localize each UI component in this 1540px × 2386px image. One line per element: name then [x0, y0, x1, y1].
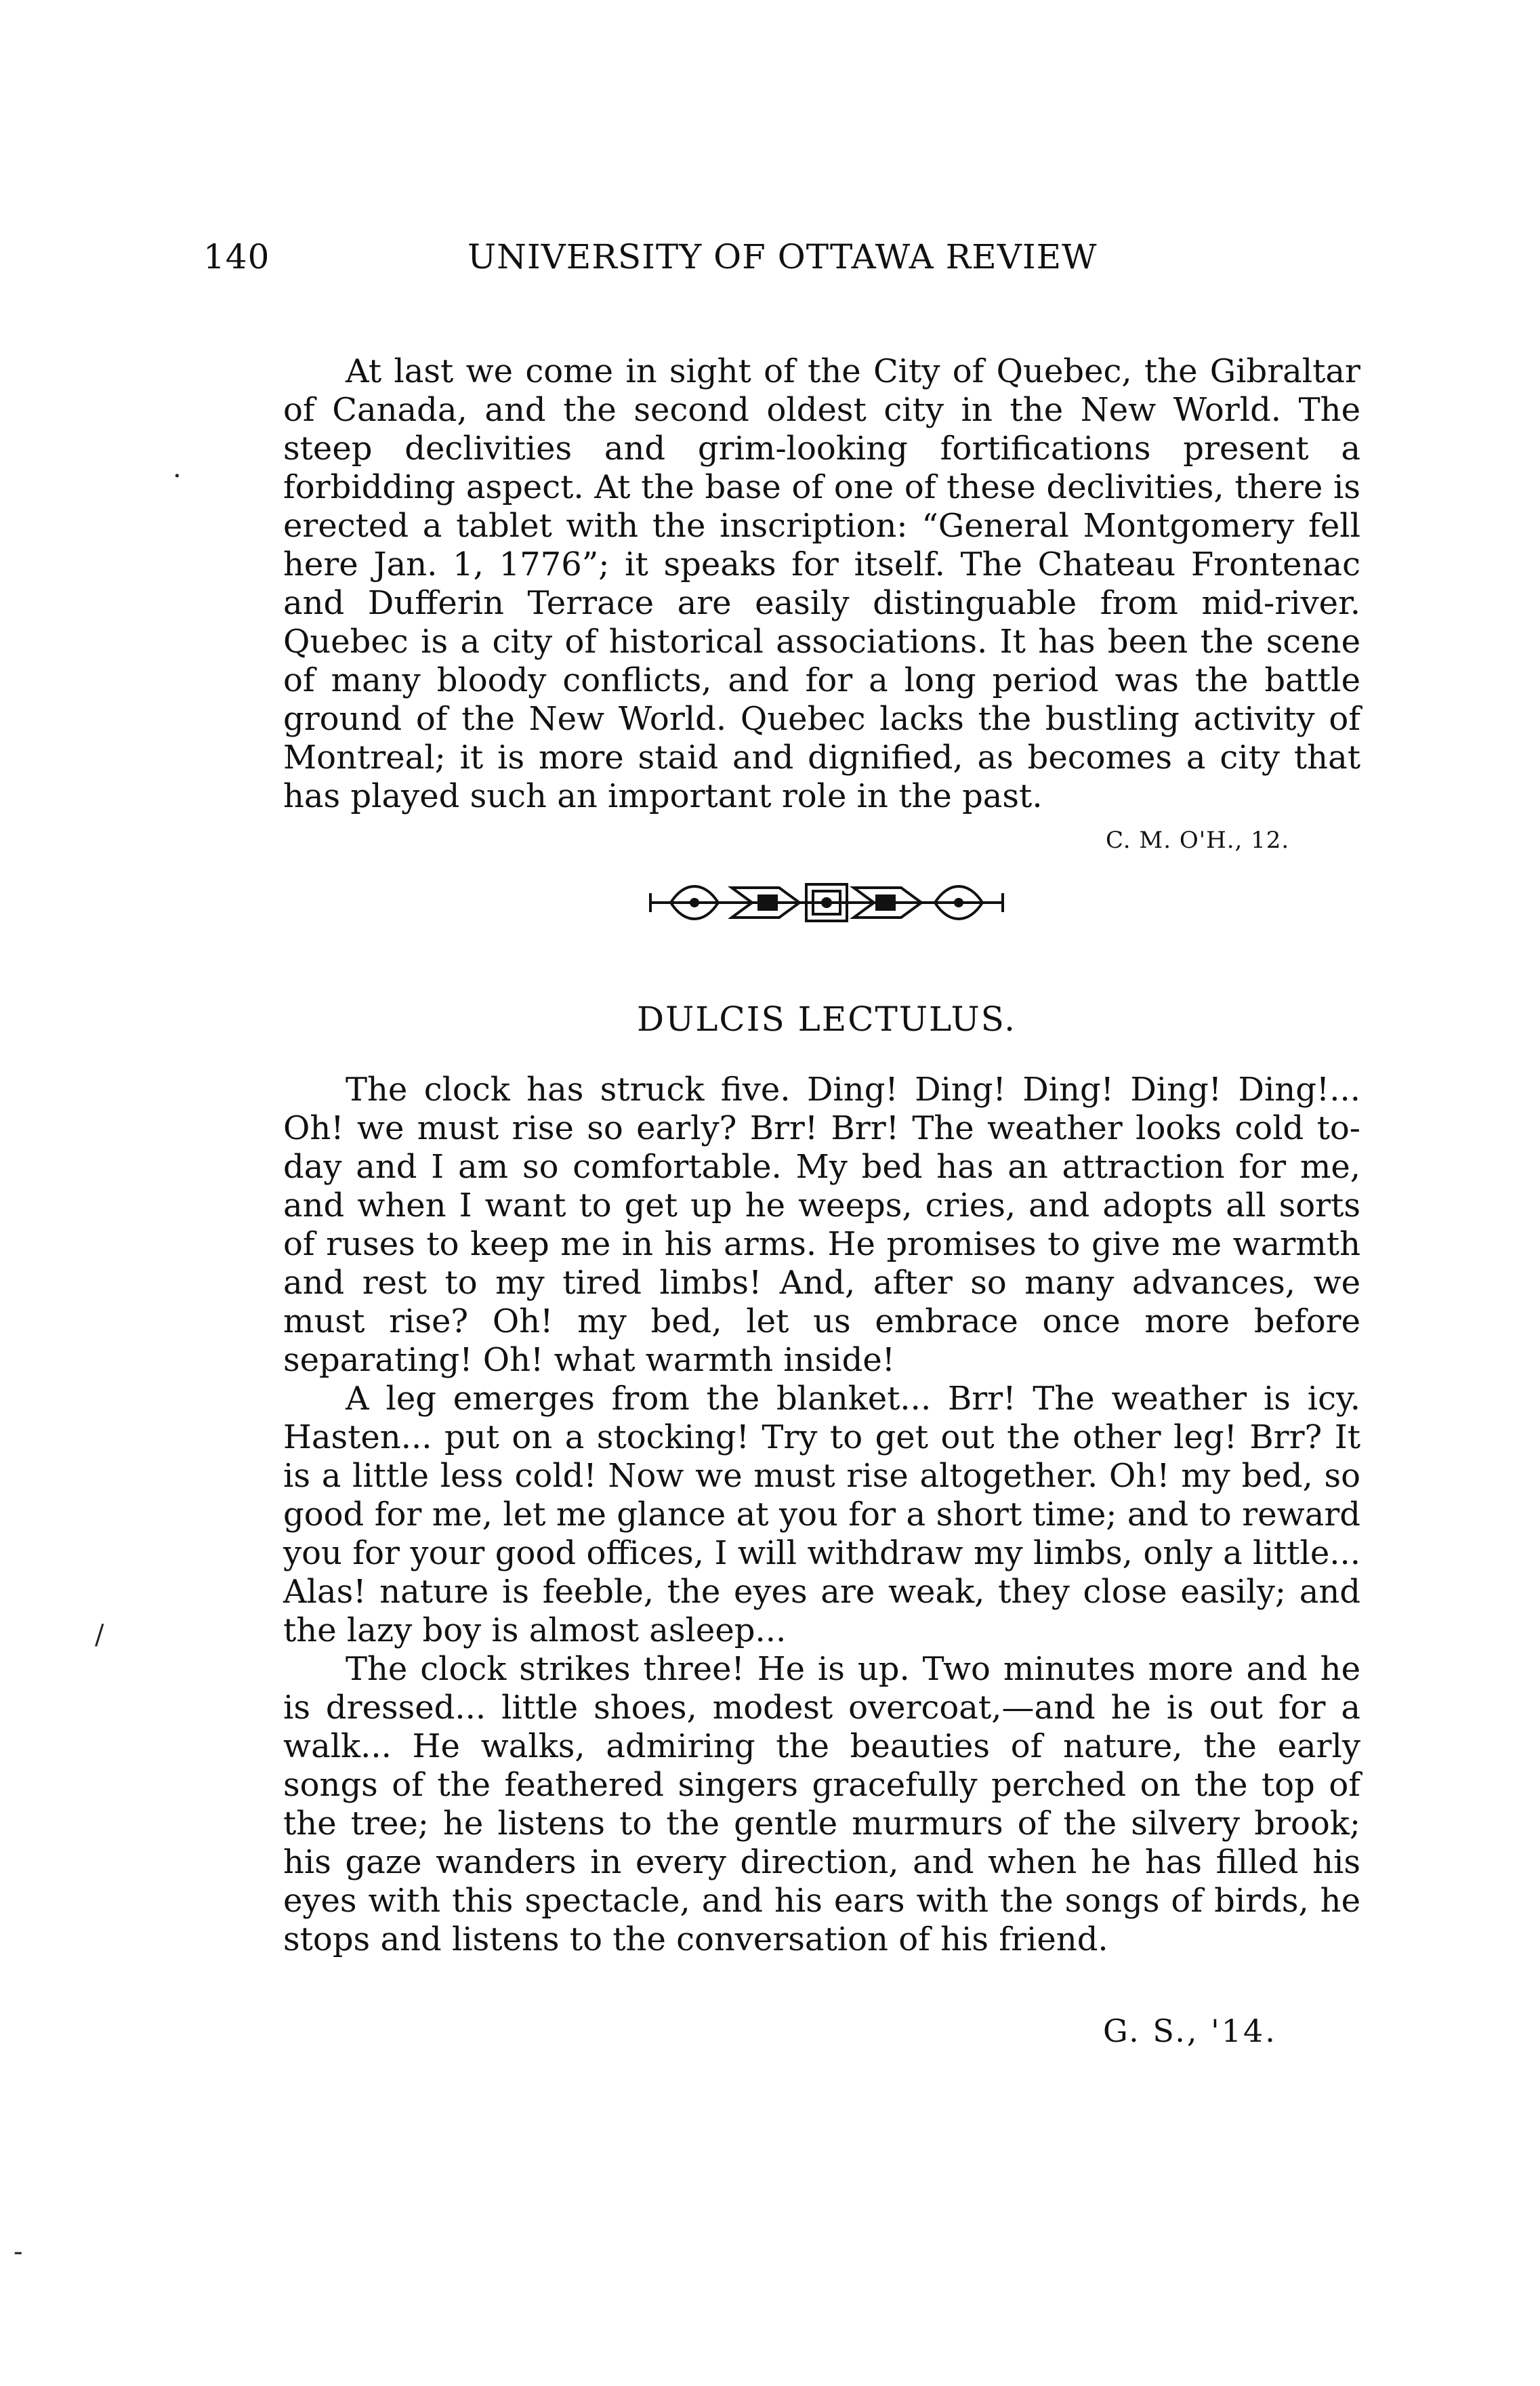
quebec-paragraph: At last we come in sight of the City of Quebec, the Gibraltar of Canada, and the second oldest city in the New World. The steep declivities and grim-looking fortifications present a forbidding aspect. At the base of one of these declivities, there is erected a tablet with the inscription: “General Montgomery fell here Jan. 1, 1776”; it speaks for itself. The Chateau Frontenac and Dufferin Terrace are easily distinguable from mid-river. Quebec is a city of historical associations. It has been the scene of many bloody conflicts, and for a long period was the battle ground of the New World. Quebec lacks the bustling activity of Montreal; it is more staid and dignified, as becomes a city that has played such an important role in the past.: [283, 352, 1360, 815]
ornament-divider-icon: [644, 874, 1010, 928]
dulcis-paragraph-1: The clock has struck five. Ding! Ding! Ding! Ding! Ding!... Oh! we must rise so early? Brr! Brr! The weather looks cold to-day and I am so comfortable. My bed has an attraction for me, and when I want to get up he weeps, cries, and adopts all sorts of ruses to keep me in his arms. He promises to give me warmth and rest to my tired limbs! And, after so many advances, we must rise? Oh! my bed, let us embrace once more before separating! Oh! what warmth inside!: [283, 1071, 1360, 1379]
margin-slash-icon: /: [95, 1620, 104, 1651]
dulcis-lectulus-article: [283, 1071, 1360, 1959]
page-number: 140: [203, 237, 270, 276]
running-title: UNIVERSITY OF OTTAWA REVIEW: [467, 237, 1098, 276]
margin-dash-icon: -: [14, 2236, 23, 2267]
quebec-article: [283, 352, 1360, 816]
margin-dot-icon: ·: [173, 461, 182, 492]
section-title: DULCIS LECTULUS.: [637, 1000, 1017, 1039]
quebec-signature: C. M. O'H., 12.: [1106, 827, 1290, 854]
dulcis-paragraph-3: The clock strikes three! He is up. Two minutes more and he is dressed... little shoes, modest overcoat,—and he is out for a walk... He walks, admiring the beauties of nature, the early songs of the feathered singers gracefully perched on the top of the tree; he listens to the gentle murmurs of the silvery brook; his gaze wanders in every direction, and when he has filled his eyes with this spectacle, and his ears with the songs of birds, he stops and listens to the conversation of his friend.: [283, 1650, 1360, 1958]
dulcis-paragraph-2: A leg emerges from the blanket... Brr! The weather is icy. Hasten... put on a stocking! Try to get out the other leg! Brr? It is a little less cold! Now we must rise altogether. Oh! my bed, so good for me, let me glance at you for a short time; and to reward you for your good offices, I will withdraw my limbs, only a little... Alas! nature is feeble, the eyes are weak, they close easily; and the lazy boy is almost asleep...: [283, 1380, 1360, 1649]
page-header: [203, 237, 1355, 291]
dulcis-signature: G. S., '14.: [1103, 2013, 1277, 2049]
